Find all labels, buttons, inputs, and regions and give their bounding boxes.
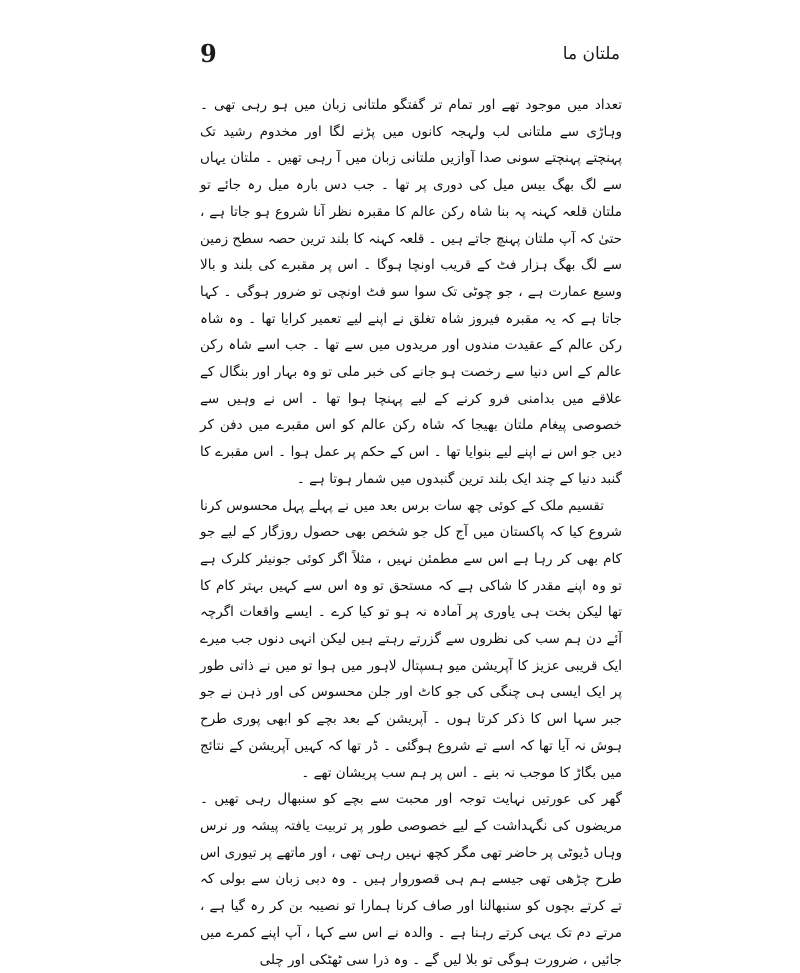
page-number: 9 [200,39,217,68]
paragraph-2: تقسیم ملک کے کوئی چھ سات برس بعد میں نے پہلے پہل محسوس کرنا شروع کیا کہ پاکستان میں آج کل جو شخص بھی حصول روزگار کے لیے جو کام بھی کر رہا ہے اس سے مطمئن نہیں ، مثلاً اگر کوئی جونیئر کلرک ہے تو وہ اپنے مقدر کا شاکی ہے کہ مستحق تو وہ اس سے کہیں بہتر کام کا تھا لیکن بخت ہی یاوری پر آمادہ نہ ہو تو کیا کرے ۔ ایسے واقعات اگرچہ آئے دن ہم سب کی نظروں سے گزرتے رہتے ہیں لیکن انہی دنوں جب میرے ایک قریبی عزیز کا آپریشن میو ہسپتال لاہور میں ہوا تو میں نے ذاتی طور پر ایک ایسی ہی چنگی کی جو کاٹ اور جلن محسوس کی اور ذہن نے جو جبر سہا اس کا ذکر کرتا ہوں ۔ آپریشن کے بعد بچے کو ابھی پوری طرح ہوش نہ آیا تھا کہ اسے تے شروع ہوگئی ۔ ڈر تھا کہ کہیں آپریشن کے نتائج میں بگاڑ کا موجب نہ بنے ۔ اس پر ہم سب پریشان تھے ۔ [200,497,622,781]
paragraph-3: گھر کی عورتیں نہایت توجہ اور محبت سے بچے کو سنبھال رہی تھیں ۔ مریضوں کی نگہداشت کے لیے خصوصی طور پر تربیت یافتہ پیشہ ور نرس وہاں ڈیوٹی پر حاضر تھی مگر کچھ نہیں رہی تھی ، اور ماتھے پر تیوری اس طرح چڑھی تھی جیسے ہم ہی قصوروار ہیں ۔ وہ دبی زبان سے بولی کہ تے کرتے بچوں کو سنبھالنا اور صاف کرنا ہمارا تو نصیبہ بن کر رہ گیا ہے ، مرتے دم تک یہی کرتے رہنا ہے ۔ والدہ نے اس سے کہا ، آپ اپنے کمرے میں جائیں ، ضرورت ہوگی تو بلا لیں گے ۔ وہ ذرا سی ٹھٹکی اور چلی [200,791,622,968]
paragraph-1: تعداد میں موجود تھے اور تمام تر گفتگو ملتانی زبان میں ہو رہی تھی ۔ وہاڑی سے ملتانی لب ولہجہ کانوں میں پڑنے لگا اور مخدوم رشید تک پہنچتے پہنچتے سونی صدا آوازیں ملتانی زبان میں آ رہی تھیں ۔ ملتان یہاں سے لگ بھگ بیس میل کی دوری پر تھا ۔ جب دس بارہ میل رہ جائے تو ملتان قلعہ کہنہ پہ بنا شاہ رکن عالم کا مقبرہ نظر آنا شروع ہو جاتا ہے ، حتیٰ کہ آپ ملتان پہنچ جاتے ہیں ۔ قلعہ کہنہ کا بلند ترین حصہ سطح زمین سے لگ بھگ ہزار فٹ کے قریب اونچا ہوگا ۔ اس پر مقبرے کی بلند و بالا وسیع عمارت ہے ، جو چوٹی تک سوا سو فٹ اونچی تو ضرور ہوگی ۔ کہا جاتا ہے کہ یہ مقبرہ فیروز شاہ تغلق نے اپنے لیے تعمیر کرایا تھا ۔ وہ شاہ رکن عالم کے عقیدت مندوں اور مریدوں میں سے تھا ۔ جب اسے شاہ رکن عالم کے اس دنیا سے رخصت ہو جانے کی خبر ملی تو وہ بہار اور بنگال کے علاقے میں بدامنی فرو کرنے کے لیے پہنچا ہوا تھا ۔ اس نے وہیں سے خصوصی پیغام ملتان بھیجا کہ شاہ رکن عالم کو اس مقبرے میں دفن کر دیں جو اس نے اپنے لیے بنوایا تھا ۔ اس کے حکم پر عمل ہوا ۔ اس مقبرے کا گنبد دنیا کے چند ایک بلند ترین گنبدوں میں شمار ہوتا ہے ۔ [200,97,622,487]
body-text [200,92,622,973]
page-header [200,34,620,74]
running-head: ملتان ما [562,44,620,64]
